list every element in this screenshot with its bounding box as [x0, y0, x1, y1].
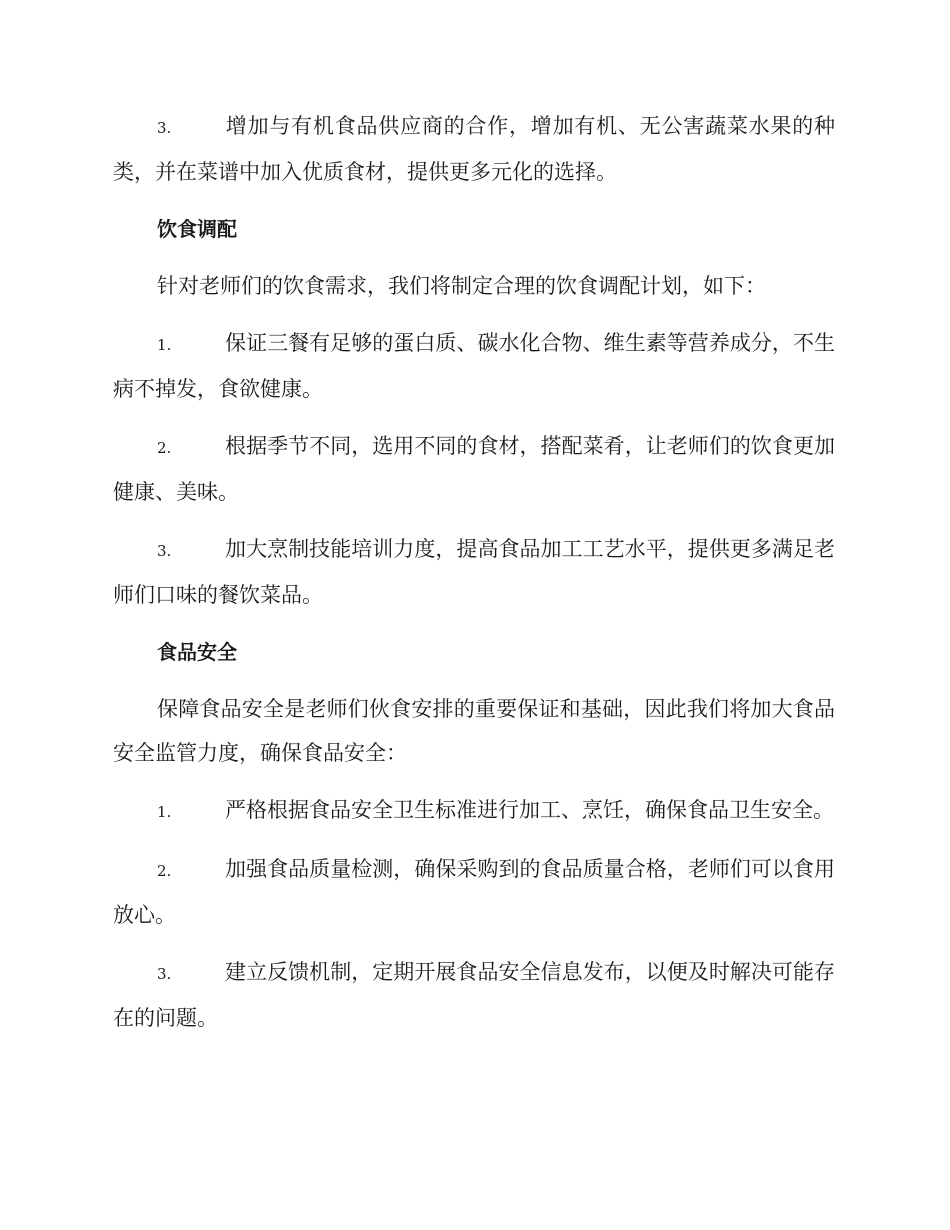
list-number: 3. [157, 119, 172, 137]
list-item [113, 424, 835, 514]
list-item [113, 788, 835, 834]
list-number: 3. [157, 965, 172, 983]
list-number: 2. [157, 862, 172, 880]
list-number: 1. [157, 336, 172, 354]
list-text: 建立反馈机制，定期开展食品安全信息发布，以便及时解决可能存在的问题。 [113, 960, 835, 1030]
section-heading-diet: 饮食调配 [157, 217, 237, 241]
list-item [113, 321, 835, 411]
list-number: 1. [157, 803, 172, 821]
paragraph: 针对老师们的饮食需求，我们将制定合理的饮食调配计划，如下： [157, 274, 766, 298]
section-heading-food-safety: 食品安全 [157, 640, 237, 664]
document-body [113, 104, 835, 1053]
list-number: 2. [157, 439, 172, 457]
list-item [113, 950, 835, 1040]
list-item [113, 527, 835, 617]
list-text: 根据季节不同，选用不同的食材，搭配菜肴，让老师们的饮食更加健康、美味。 [113, 434, 835, 504]
list-item [113, 104, 835, 194]
list-text: 增加与有机食品供应商的合作，增加有机、无公害蔬菜水果的种类，并在菜谱中加入优质食材，提供更多元化的选择。 [113, 114, 835, 184]
list-text: 严格根据食品安全卫生标准进行加工、烹饪，确保食品卫生安全。 [225, 798, 834, 822]
list-text: 加大烹制技能培训力度，提高食品加工工艺水平，提供更多满足老师们口味的餐饮菜品。 [113, 537, 835, 607]
list-text: 加强食品质量检测，确保采购到的食品质量合格，老师们可以食用放心。 [113, 857, 835, 927]
list-item [113, 847, 835, 937]
list-number: 3. [157, 542, 172, 560]
list-text: 保证三餐有足够的蛋白质、碳水化合物、维生素等营养成分，不生病不掉发，食欲健康。 [113, 331, 835, 401]
paragraph: 保障食品安全是老师们伙食安排的重要保证和基础，因此我们将加大食品安全监管力度，确保食品安全： [113, 697, 835, 765]
